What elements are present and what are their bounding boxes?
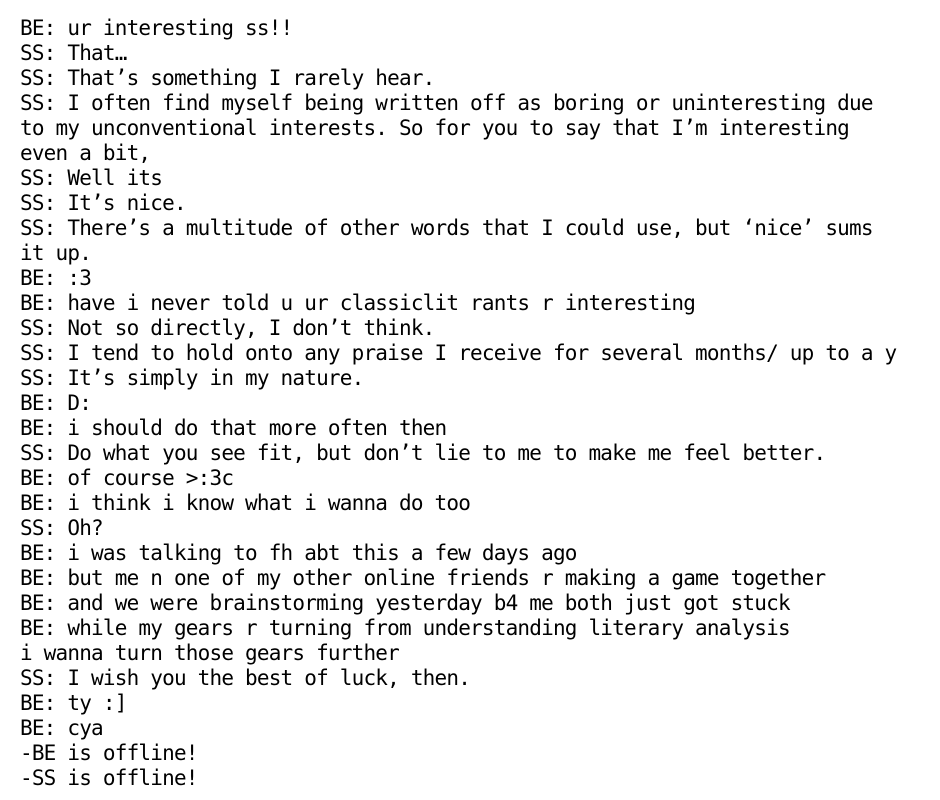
chat-line: BE: i think i know what i wanna do too <box>20 491 471 515</box>
chat-log <box>20 16 938 791</box>
chat-line: BE: have i never told u ur classiclit rants r interesting <box>20 291 696 315</box>
chat-line: BE: ty :] <box>20 691 127 715</box>
chat-line: SS: It’s nice. <box>20 191 186 215</box>
chat-line: BE: cya <box>20 716 103 740</box>
chat-line: BE: and we were brainstorming yesterday b4 me both just got stuck <box>20 591 790 615</box>
chat-line: BE: while my gears r turning from understanding literary analysis <box>20 616 790 640</box>
chat-line: BE: i was talking to fh abt this a few days ago <box>20 541 577 565</box>
chat-line: i wanna turn those gears further <box>20 641 399 665</box>
chat-line: BE: of course >:3c <box>20 466 234 490</box>
chat-line: it up. <box>20 241 92 265</box>
status-line: -SS is offline! <box>20 766 198 790</box>
chat-line: SS: It’s simply in my nature. <box>20 366 364 390</box>
chat-line: SS: There’s a multitude of other words that I could use, but ‘nice’ sums <box>20 216 873 240</box>
chat-line: SS: I wish you the best of luck, then. <box>20 666 471 690</box>
chat-line: BE: :3 <box>20 266 92 290</box>
chat-line: SS: I tend to hold onto any praise I receive for several months/ up to a y <box>20 341 897 365</box>
chat-line: SS: I often find myself being written off as boring or uninteresting due <box>20 91 873 115</box>
chat-line: SS: That’s something I rarely hear. <box>20 66 435 90</box>
chat-line: SS: Not so directly, I don’t think. <box>20 316 435 340</box>
chat-line: even a bit, <box>20 141 151 165</box>
chat-line: BE: i should do that more often then <box>20 416 447 440</box>
chat-line: BE: D: <box>20 391 92 415</box>
chat-line: SS: Do what you see fit, but don’t lie to me to make me feel better. <box>20 441 826 465</box>
chat-line: SS: Well its <box>20 166 163 190</box>
chat-line: SS: That… <box>20 41 127 65</box>
chat-line: BE: ur interesting ss!! <box>20 16 293 40</box>
chat-line: to my unconventional interests. So for you to say that I’m interesting <box>20 116 850 140</box>
chat-line: BE: but me n one of my other online friends r making a game together <box>20 566 826 590</box>
chat-line: SS: Oh? <box>20 516 103 540</box>
status-line: -BE is offline! <box>20 741 198 765</box>
